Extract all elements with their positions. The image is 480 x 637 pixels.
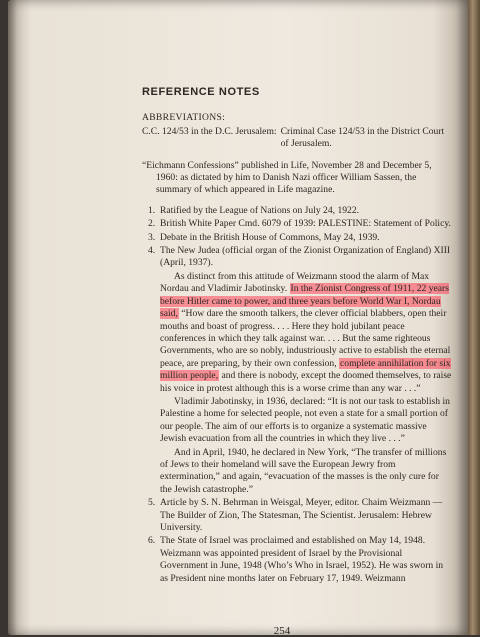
note-number: 2.: [148, 218, 156, 230]
note-text: Debate in the British House of Commons, May 24, 1939.: [160, 231, 380, 243]
eichmann-note: “Eichmann Confessions” published in Life, November 28 and December 5, 1960: as dictated by him to Danish Nazi officer William Sassen, the summary of which appeared in Life magazine.: [142, 159, 432, 196]
note-item: [148, 218, 452, 230]
note-number: 1.: [148, 204, 156, 216]
note-text: The State of Israel was proclaimed and established on May 14, 1948. Weizmann was appointed president of Israel by the Provisional Government in June, 1948 (Who’s Who in Israel, 1952). He was sworn in as President nine months later on February 17, 1949. Weizmann: [160, 535, 444, 584]
page-title: REFERENCE NOTES: [142, 86, 260, 98]
page-number: 254: [273, 625, 291, 637]
note-item: [148, 232, 452, 244]
highlight-marked-text: In the Zionist Congress of 1911, 22 years before Hitler came to power, and three years before World War I, Nordau said,: [160, 283, 449, 320]
note-text: Article by S. N. Behrman in Weisgal, Meyer, editor. Chaim Weizmann —The Builder of Zion, The Statesman, The Scientist. Jerusalem: Hebrew University.: [160, 497, 443, 533]
note-4-body: [160, 245, 452, 496]
note-number: 3.: [148, 231, 156, 243]
note-list: [112, 205, 452, 585]
note-text: Ratified by the League of Nations on July 24, 1922.: [160, 204, 360, 216]
para-text: “How dare the smooth talkers, the clever official blabbers, open their mouths and boast of progress. . . . Here they hold jubilant peace conferences in which they talk against war. . . . But the same righteous Governments, who are so nobly, industriously active to establish the eternal peace, are preparing, by their own confession,: [160, 308, 451, 369]
abbreviations-title: ABBREVIATIONS:: [142, 112, 226, 124]
para-text: and there is nobody, except the doomed themselves, to raise his voice in protest although this is a worse crime than any war . . .”: [160, 370, 452, 394]
book-spine: [468, 0, 480, 635]
note-item: [148, 535, 452, 585]
note-number: 6.: [148, 535, 156, 547]
note-text: British White Paper Cmd. 6079 of 1939: PALESTINE: Statement of Policy.: [160, 218, 451, 230]
note-text: The New Judea (official organ of the Zionist Organization of England) XIII (April, 1937).: [160, 245, 451, 269]
note-item: [148, 205, 452, 217]
page-content: [112, 86, 452, 637]
jabotinsky-paragraph: Vladimir Jabotinsky, in 1936, declared: “It is not our task to establish in Palestine a home for selected people, not even a state for a small portion of our people. The aim of our efforts is to organize a systematic massive Jewish evacuation from all the countries in which they live . . .”: [160, 395, 450, 445]
abbreviation-key: C.C. 124/53 in the D.C. Jerusalem:: [142, 125, 277, 137]
para-text: As distinct from this attitude of Weizmann stood the alarm of Max Nordau and Vladimir Jabotinsky.: [160, 270, 430, 295]
abbreviation-value: Criminal Case 124/53 in the District Court of Jerusalem.: [280, 125, 445, 150]
note-item: [148, 245, 452, 496]
highlight-marked-text: complete annihilation for six million people,: [160, 357, 451, 382]
new-york-paragraph: And in April, 1940, he declared in New York, “The transfer of millions of Jews to their homeland will save the European Jewry from extermination,” and again, “evacuation of the masses is the only cure for the Jewish catastrophe.”: [160, 446, 447, 495]
note-number: 4.: [148, 245, 156, 257]
nordau-paragraph: [160, 271, 452, 395]
abbreviation-entry: [142, 126, 452, 151]
note-item: [148, 497, 452, 534]
note-number: 5.: [148, 497, 156, 509]
